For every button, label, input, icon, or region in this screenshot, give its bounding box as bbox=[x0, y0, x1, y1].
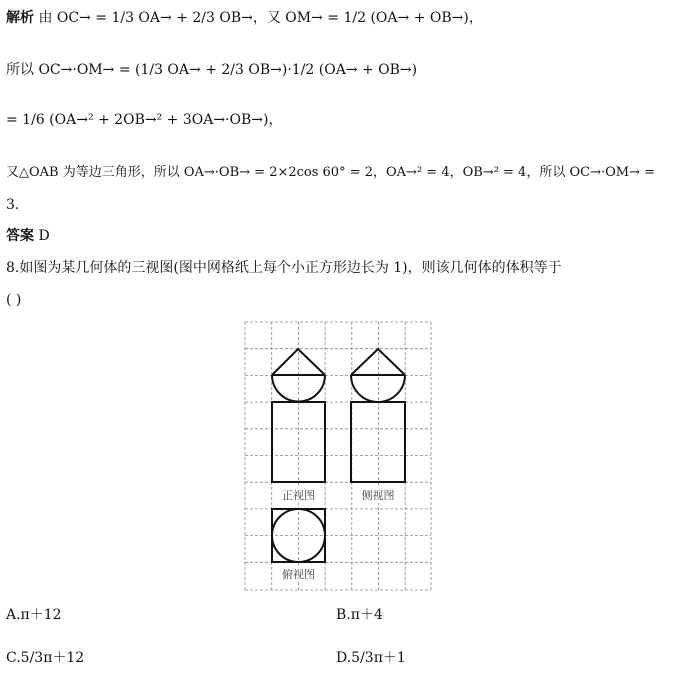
option-d: D.5/3π＋1 bbox=[336, 650, 406, 666]
answer-line bbox=[6, 226, 50, 246]
analysis-label: 解析 bbox=[6, 10, 34, 26]
side-view bbox=[351, 349, 405, 482]
top-view-label: 俯视图 bbox=[282, 568, 315, 581]
option-c: C.5/3π＋12 bbox=[6, 650, 85, 666]
analysis-line-5: 3. bbox=[6, 197, 20, 213]
three-view-figure bbox=[244, 321, 432, 591]
analysis-line-3: = 1/6 (OA→² + 2OB→² + 3OA→·OB→)， bbox=[6, 112, 283, 128]
side-view-label: 侧视图 bbox=[361, 489, 395, 502]
answer-label: 答案 bbox=[6, 228, 34, 244]
answer-value: D bbox=[38, 228, 50, 244]
question-text: 8.如图为某几何体的三视图(图中网格纸上每个小正方形边长为 1)，则该几何体的体积等于 bbox=[6, 260, 562, 276]
analysis-line-4: 又△OAB 为等边三角形，所以 OA→·OB→ = 2×2cos 60° = 2，OA→² = 4，OB→² = 4，所以 OC→·OM→ = bbox=[6, 165, 655, 180]
option-b: B.π＋4 bbox=[336, 607, 383, 623]
front-view-label: 正视图 bbox=[282, 489, 315, 502]
analysis-text-1: 由 OC→ = 1/3 OA→ + 2/3 OB→，又 OM→ = 1/2 (OA→ + OB→)， bbox=[38, 10, 483, 26]
analysis-line-2: 所以 OC→·OM→ = (1/3 OA→ + 2/3 OB→)·1/2 (OA→ + OB→) bbox=[6, 62, 418, 78]
analysis-line-1 bbox=[6, 8, 483, 28]
question-paren: ( ) bbox=[6, 292, 22, 308]
option-a: A.π＋12 bbox=[6, 607, 62, 623]
